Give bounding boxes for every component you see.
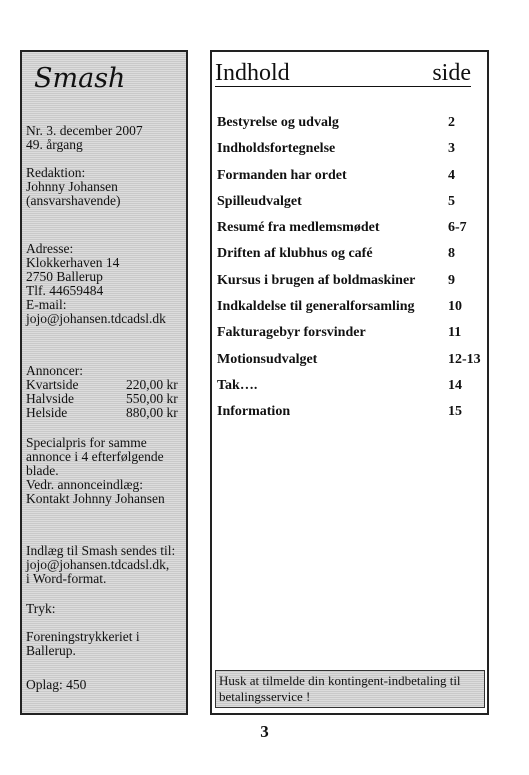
toc-item-page: 14: [448, 377, 462, 393]
phone: Tlf. 44659484: [26, 283, 104, 298]
toc-item: [217, 245, 489, 271]
issue-number: Nr. 3. december 2007: [26, 123, 143, 138]
toc-item: [217, 140, 489, 166]
toc-item-title: Tak….: [217, 377, 258, 393]
ad-size: Helside: [26, 405, 68, 420]
ad-price: 220,00 kr: [126, 377, 178, 392]
toc-item-page: 9: [448, 272, 455, 288]
ad-size: Halvside: [26, 391, 74, 406]
toc-item-page: 6-7: [448, 220, 467, 236]
toc-item-title: Resumé fra medlemsmødet: [217, 220, 380, 236]
email-heading: E-mail:: [26, 297, 67, 312]
membership-notice: [215, 670, 485, 708]
page-number: 3: [260, 722, 269, 741]
toc-item-page: 8: [448, 246, 455, 262]
toc-item-title: Spilleudvalget: [217, 193, 302, 209]
toc-item-page: 10: [448, 299, 462, 315]
toc-item-title: Driften af klubhus og café: [217, 246, 373, 262]
toc-item: [217, 351, 489, 377]
submission-info: [26, 544, 186, 586]
ad-contact-heading: Vedr. annonceindlæg:: [26, 477, 143, 492]
issue-info: [26, 124, 186, 152]
toc-item: [217, 377, 489, 403]
toc-item-page: 11: [448, 325, 462, 341]
contents-title: Indhold: [215, 60, 290, 86]
ad-prices: [26, 364, 186, 420]
toc-item-title: Information: [217, 404, 291, 420]
toc-item-title: Kursus i brugen af boldmaskiner: [217, 272, 416, 288]
toc-item-page: 12-13: [448, 351, 481, 367]
toc-item-title: Bestyrelse og udvalg: [217, 115, 339, 130]
colophon-panel: [20, 50, 188, 715]
toc-item: [217, 114, 489, 140]
toc-item-title: Fakturagebyr forsvinder: [217, 325, 366, 341]
special-line: blade.: [26, 463, 59, 478]
price-row: [26, 406, 186, 420]
notice-line: betalingsservice !: [219, 689, 311, 704]
printer-info: [26, 630, 186, 658]
postal-city: 2750 Ballerup: [26, 269, 103, 284]
special-line: Specialpris for samme: [26, 435, 147, 450]
address-info: [26, 242, 186, 326]
toc-item: [217, 403, 489, 429]
toc-item: [217, 298, 489, 324]
editorial-heading: Redaktion:: [26, 165, 86, 180]
toc-item: [217, 167, 489, 193]
special-line: annonce i 4 efterfølgende: [26, 449, 164, 464]
toc-item-title: Motionsudvalget: [217, 351, 318, 367]
volume-year: 49. årgang: [26, 137, 83, 152]
contents-header: [215, 60, 471, 87]
smash-logo: Smash: [34, 63, 126, 94]
email-address: jojo@johansen.tdcadsl.dk: [26, 311, 166, 326]
ad-price: 550,00 kr: [126, 391, 178, 406]
editor-role: (ansvarshavende): [26, 193, 121, 208]
editorial-info: [26, 166, 186, 208]
ad-price: 880,00 kr: [126, 405, 178, 420]
editor-name: Johnny Johansen: [26, 179, 118, 194]
toc-item: [217, 272, 489, 298]
submission-line: Indlæg til Smash sendes til:: [26, 543, 176, 558]
special-offer: [26, 436, 186, 506]
toc-item-page: 15: [448, 404, 462, 420]
toc-item-page: 5: [448, 193, 455, 209]
ad-size: Kvartside: [26, 377, 79, 392]
submission-email: jojo@johansen.tdcadsl.dk,: [26, 557, 170, 572]
printer-city: Ballerup.: [26, 643, 76, 658]
print-heading: Tryk:: [26, 601, 56, 616]
notice-line: Husk at tilmelde din kontingent-indbetaling til: [219, 673, 461, 688]
toc-item: [217, 193, 489, 219]
circulation: Oplag: 450: [26, 677, 87, 692]
page-column-label: side: [432, 60, 471, 86]
submission-format: i Word-format.: [26, 571, 107, 586]
printer-name: Foreningstrykkeriet i: [26, 629, 140, 644]
toc-item-page: 4: [448, 167, 455, 183]
toc-list: [217, 114, 489, 430]
toc-item: [217, 219, 489, 245]
ad-contact-name: Kontakt Johnny Johansen: [26, 491, 165, 506]
toc-item-title: Formanden har ordet: [217, 167, 347, 183]
address-heading: Adresse:: [26, 241, 74, 256]
contents-panel: [210, 50, 489, 715]
toc-item-page: 2: [448, 115, 455, 130]
price-row: [26, 378, 186, 392]
price-row: [26, 392, 186, 406]
toc-item-title: Indholdsfortegnelse: [217, 141, 336, 157]
street: Klokkerhaven 14: [26, 255, 120, 270]
ads-heading: Annoncer:: [26, 363, 83, 378]
toc-item: [217, 324, 489, 350]
toc-item-page: 3: [448, 141, 455, 157]
toc-item-title: Indkaldelse til generalforsamling: [217, 299, 415, 315]
